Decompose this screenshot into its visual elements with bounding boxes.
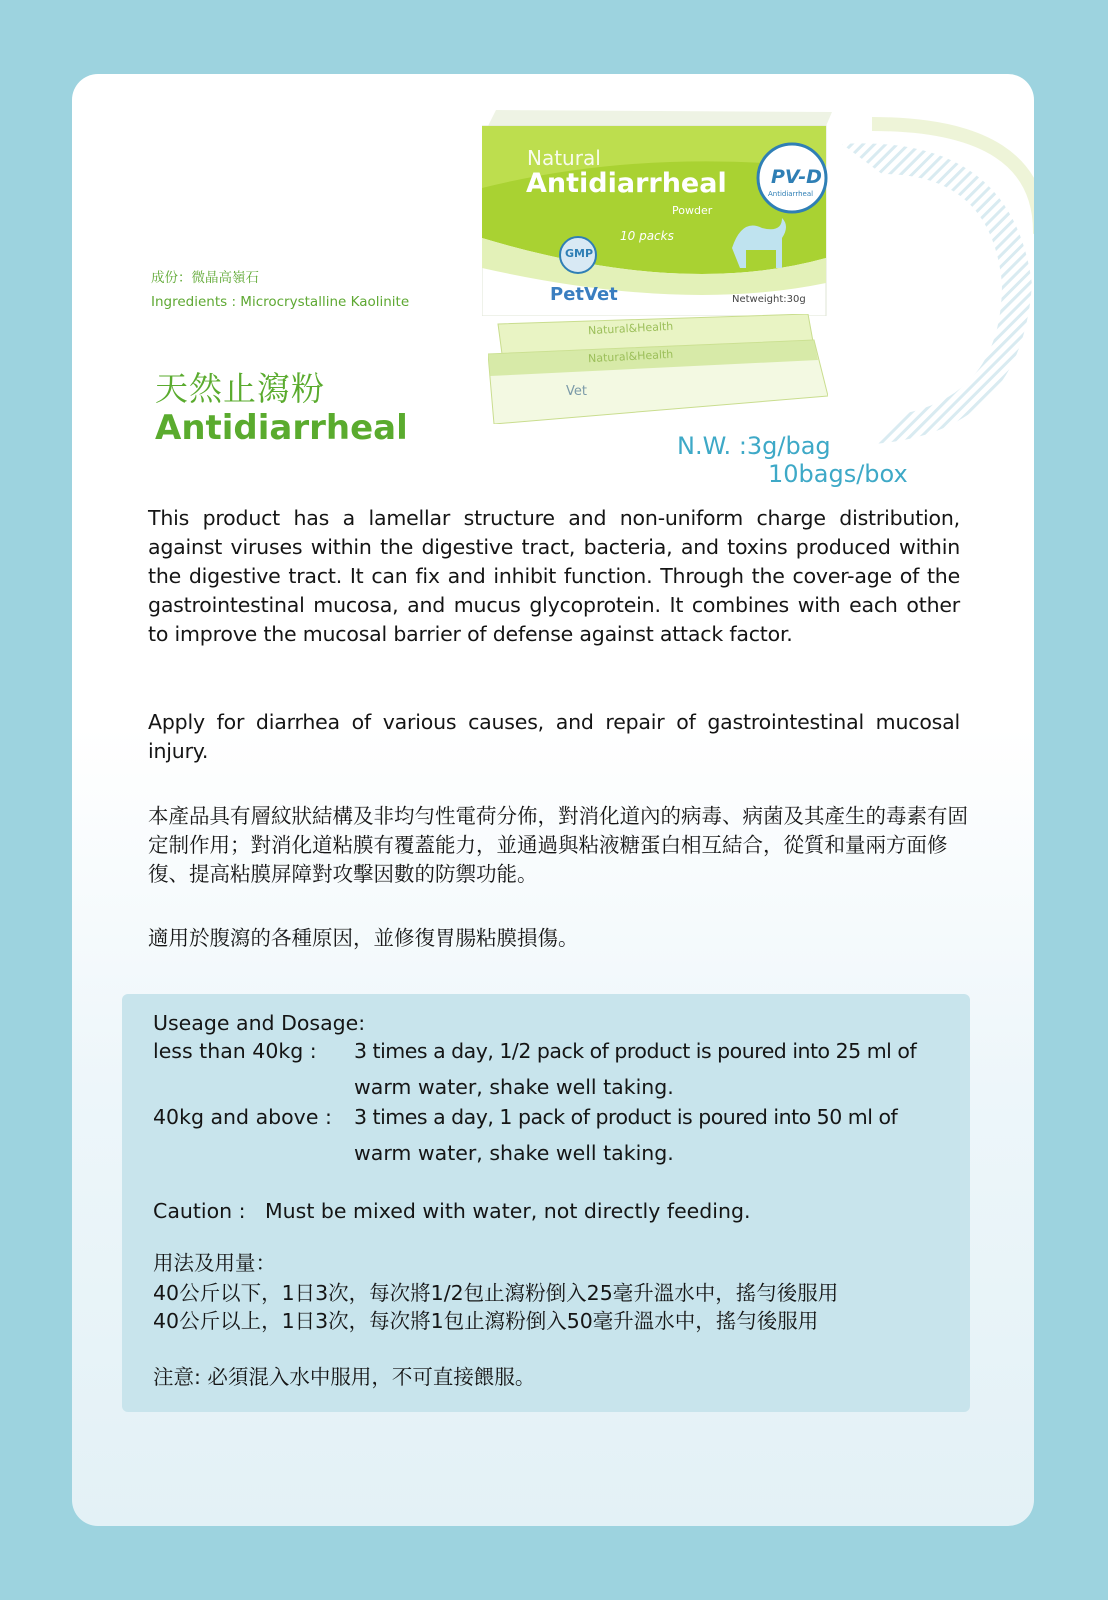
box-badge-sub: Antidiarrheal [768, 190, 814, 198]
box-form-text: Powder [672, 204, 713, 217]
sachet-text-1: Natural&Health [587, 319, 674, 338]
ingredients-zh: 成份：微晶高嶺石 [151, 270, 259, 286]
ingredients-en: Ingredients : Microcrystalline Kaolinite [151, 294, 410, 310]
sachet-image [488, 314, 828, 424]
title-zh: 天然止瀉粉 [155, 369, 325, 408]
description-en-1: This product has a lamellar structure and non-uniform charge distribution, against viruses within the digestive tract, bacteria, and toxins produced within the digestive tract. It can fix and inhibit function. Through the cover-age of the gastrointestinal mucosa, and mucus glycoprotein. It combines with each other to improve the mucosal barrier of defense against attack factor. [148, 506, 960, 646]
box-natural-text: Natural [527, 146, 601, 170]
dosage-text-40kg-above-2: warm water, shake well taking. [354, 1141, 674, 1165]
dosage-zh-line-2: 40公斤以上，1日3次，每次將1包止瀉粉倒入50毫升溫水中，搖勻後服用 [153, 1309, 819, 1333]
dosage-text-under-40kg-2: warm water, shake well taking. [354, 1075, 674, 1099]
dosage-zh-heading: 用法及用量： [153, 1251, 276, 1275]
caution-text: Must be mixed with water, not directly feeding. [265, 1199, 751, 1223]
dosage-zh-caution: 注意: 必須混入水中服用，不可直接餵服。 [153, 1365, 536, 1389]
title-en: Antidiarrheal [155, 408, 408, 448]
box-name-text: Antidiarrheal [526, 168, 727, 199]
description-en-2: Apply for diarrhea of various causes, and repair of gastrointestinal mucosal injury. [148, 710, 960, 763]
decorative-stripes [812, 114, 1034, 454]
dosage-panel [122, 994, 970, 1412]
box-netweight-text: Netweight:30g [732, 294, 806, 305]
dosage-text-under-40kg-1: 3 times a day, 1/2 pack of product is poured into 25 ml of [354, 1039, 917, 1063]
net-weight-per-bag: N.W. :3g/bag [677, 432, 831, 460]
dosage-heading: Useage and Dosage: [153, 1011, 366, 1035]
dosage-label-40kg-above: 40kg and above : [153, 1105, 332, 1129]
description-zh-1: 本產品具有層紋狀結構及非均勻性電荷分佈，對消化道內的病毒、病菌及其產生的毒素有固定制作用；對消化道粘膜有覆蓋能力，並通過與粘液糖蛋白相互結合，從質和量兩方面修復、提高粘膜屏障對攻擊因數的防禦功能。 [148, 804, 968, 886]
dosage-text-40kg-above-1: 3 times a day, 1 pack of product is poured into 50 ml of [354, 1105, 898, 1129]
box-brand-text: PetVet [550, 284, 618, 305]
box-badge-text: PV-D [771, 166, 822, 188]
description-zh-2: 適用於腹瀉的各種原因，並修復胃腸粘膜損傷。 [148, 926, 579, 950]
product-box-image [482, 108, 838, 316]
caution-label: Caution : [153, 1199, 246, 1223]
dosage-label-under-40kg: less than 40kg : [153, 1039, 317, 1063]
sachet-text-2: Natural&Health [587, 347, 674, 366]
box-count-text: 10 packs [620, 229, 674, 243]
net-weight-per-box: 10bags/box [768, 460, 908, 488]
dosage-zh-line-1: 40公斤以下，1日3次，每次將1/2包止瀉粉倒入25毫升溫水中，搖勻後服用 [153, 1281, 839, 1305]
product-sheet [72, 74, 1034, 1526]
sachet-brand: Vet [566, 384, 587, 399]
gmp-logo: GMP [565, 247, 594, 260]
